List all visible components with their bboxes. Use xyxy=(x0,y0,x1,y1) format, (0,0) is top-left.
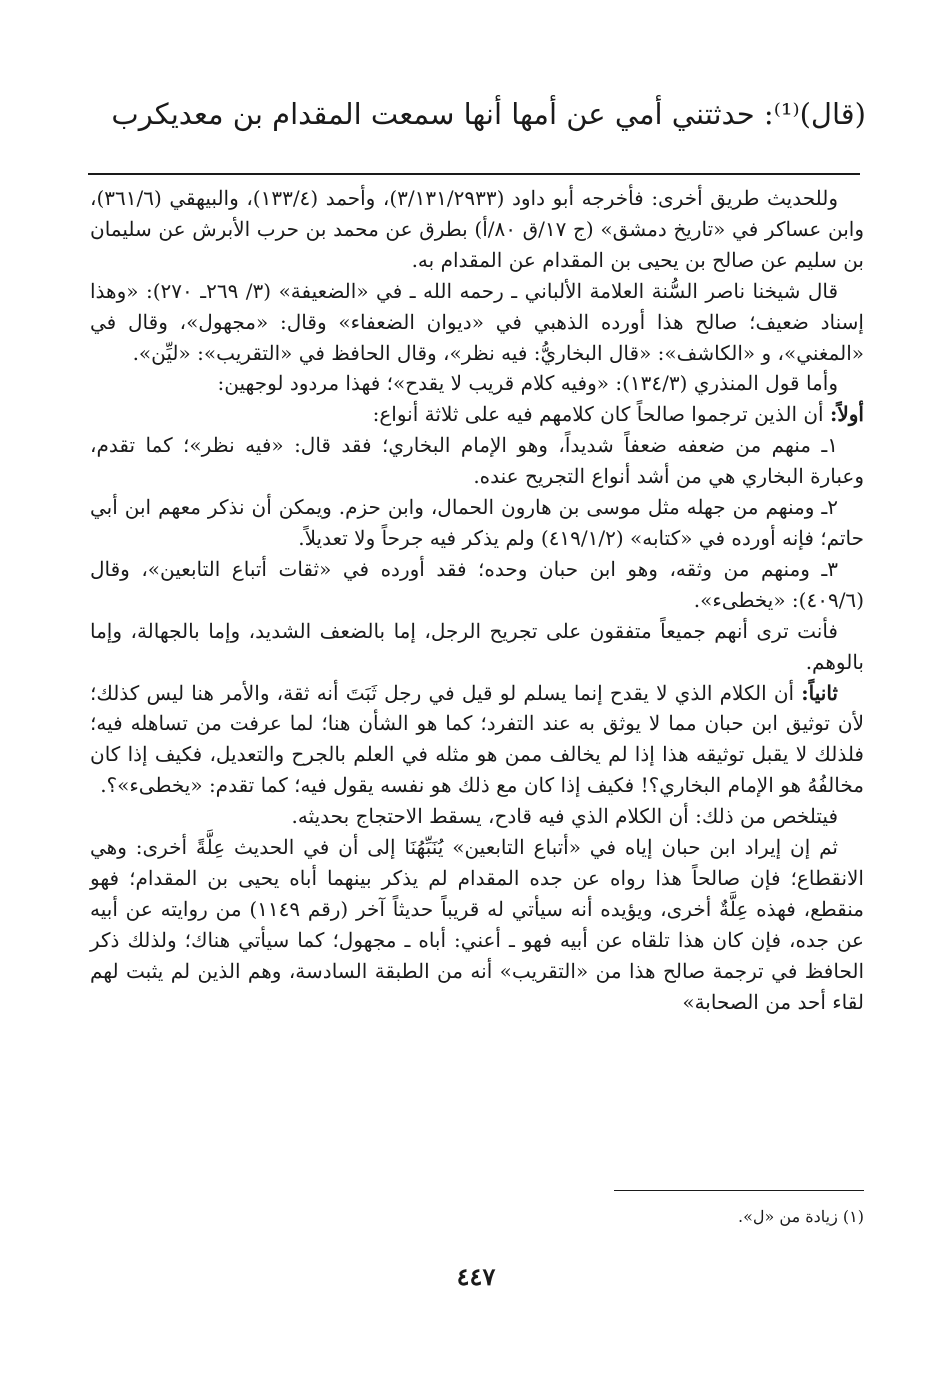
paragraph-second-point xyxy=(90,678,864,802)
commentary-body xyxy=(90,183,864,1017)
paragraph-type-two: ٢ـ ومنهم من جهله مثل موسى بن هارون الحمال، وابن حزم. ويمكن أن نذكر معهم ابن أبي حاتم؛ فإنه أورده في «كتابه» (٤١٩/١/٢) ولم يذكر فيه جرحاً ولا تعديلاً. xyxy=(90,495,864,550)
second-point-label: ثانياً: xyxy=(801,680,838,705)
paragraph-inqita: ثم إن إيراد ابن حبان إياه في «أتباع التابعين» يُنَبِّهُنَا إلى أن في الحديث عِلَّةً أخرى: وهي الانقطاع؛ فإن صالحاً هذا رواه عن جده المقدام لم يذكر بينهما أباه يحيى بن المقدام؛ فهو منقطع، فهذه عِلَّةٌ أخرى، ويؤيده أنه سيأتي له قريباً حديثاً آخر (رقم ١١٤٩) من روايته عن أبيه عن جده، فإن كان هذا تلقاه عن أبيه فهو ـ أعني: أباه ـ مجهول؛ كما سيأتي هناك؛ ولذلك ذكر الحافظ في ترجمة صالح هذا من «التقريب» أنه من الطبقة السادسة، وهم الذين لم يثبت لهم لقاء أحد من الصحابة» xyxy=(90,835,865,1014)
paragraph-conclusion: فيتلخص من ذلك: أن الكلام الذي فيه قادح، يسقط الاحتجاج بحديثه. xyxy=(291,804,838,829)
paragraph-first-point xyxy=(90,399,864,430)
footnote: (١) زيادة من «ل». xyxy=(738,1207,864,1226)
paragraph-summary-agreement: فأنت ترى أنهم جميعاً متفقون على تجريح الرجل، إما بالضعف الشديد، وإما بالجهالة، وإما بالوهم. xyxy=(90,618,864,674)
footnote-divider xyxy=(614,1190,864,1191)
paragraph-albani-quote: قال شيخنا ناصر السُّنة العلامة الألباني ـ رحمه الله ـ في «الضعيفة» (٣/ ٢٦٩ـ ٢٧٠): «وهذا إسناد ضعيف؛ صالح هذا أورده الذهبي في «ديوان الضعفاء» وقال: «مجهول»، وقال في «المغني»، و «الكاشف»: «قال البخاريُّ: فيه نظر»، وقال الحافظ في «التقريب»: «ليِّن». xyxy=(90,278,864,365)
hadith-text-line: (قال)⁽¹⁾: حدثتني أمي عن أمها أنها سمعت المقدام بن معديكرب xyxy=(111,97,866,131)
second-point-text: أن الكلام الذي لا يقدح إنما يسلم لو قيل في رجل ثَبَتَ أنه ثقة، والأمر هنا ليس كذلك؛ لأن توثيق ابن حبان مما لا يوثق به عند التفرد؛ كما هو الشأن هنا؛ لما عرفت من تساهله فيه؛ فلذلك لا يقبل توثيقه هذا إذا لم يخالف ممن هو مثله في العلم بالجرح والتعديل، فكيف إذا كان مخالفُهُ هو الإمام البخاري؟! فكيف إذا كان مع ذلك هو نفسه يقول فيه؛ كما تقدم: «يخطىء»؟. xyxy=(90,680,864,798)
page-number: ٤٤٧ xyxy=(456,1262,496,1291)
first-point-text: أن الذين ترجموا صالحاً كان كلامهم فيه على ثلاثة أنواع: xyxy=(372,402,824,427)
first-point-label: أولاً: xyxy=(829,402,864,427)
header-divider xyxy=(88,173,860,175)
paragraph-type-three: ٣ـ ومنهم من وثقه، وهو ابن حبان وحده؛ فقد أورده في «ثقات أتباع التابعين»، وقال (٤٠٩/٦): «يخطىء». xyxy=(90,556,864,612)
paragraph-mundhiri: وأما قول المنذري (١٣٤/٣): «وفيه كلام قريب لا يقدح»؛ فهذا مردود لوجهين: xyxy=(217,371,838,396)
paragraph-other-route: وللحديث طريق أخرى: فأخرجه أبو داود (٣/١٣١/٢٩٣٣)، وأحمد (١٣٣/٤)، والبيهقي (٣٦١/٦)، وابن عساكر في «تاريخ دمشق» (ج ١٧/ق ٨٠/أ) بطرق عن محمد بن حرب الأبرش عن سليمان بن سليم عن صالح بن يحيى بن المقدام عن المقدام به. xyxy=(90,186,864,272)
paragraph-type-one: ١ـ منهم من ضعفه ضعفاً شديداً، وهو الإمام البخاري؛ فقد قال: «فيه نظر»؛ كما تقدم، وعبارة البخاري هي من أشد أنواع التجريح عنده. xyxy=(90,433,864,489)
